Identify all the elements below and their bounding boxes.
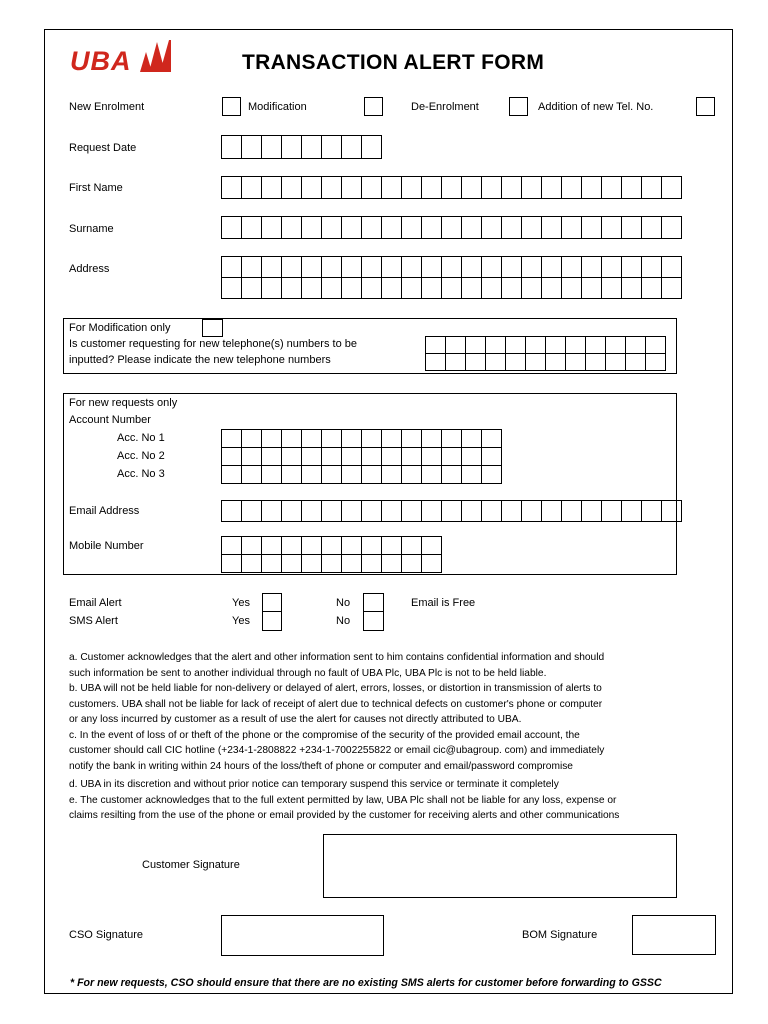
address-input[interactable] bbox=[221, 256, 682, 299]
acc-no-2-label: Acc. No 2 bbox=[117, 450, 165, 462]
first-name-label: First Name bbox=[69, 182, 123, 194]
bom-signature-label: BOM Signature bbox=[522, 929, 598, 941]
disclaimer-line: a. Customer acknowledges that the alert and other information sent to him contains confidential information and should bbox=[69, 652, 605, 663]
footer-note: * For new requests, CSO should ensure that there are no existing SMS alerts for customer before forwarding to GSSC bbox=[70, 977, 662, 989]
new-telephone-input[interactable] bbox=[425, 336, 666, 371]
disclaimer-line: such information be sent to another individual through no fault of UBA Plc, UBA Plc is not to be held liable. bbox=[69, 667, 547, 679]
email-alert-no-checkbox[interactable] bbox=[363, 593, 384, 612]
request-date-input[interactable] bbox=[221, 135, 382, 159]
disclaimer-line: claims resilting from the use of the phone or email provided by the customer for receiving alerts and other communications bbox=[69, 810, 620, 821]
email-address-label: Email Address bbox=[69, 505, 140, 517]
modification-heading: For Modification only bbox=[69, 322, 171, 334]
email-alert-yes-checkbox[interactable] bbox=[262, 593, 282, 612]
cso-signature-box[interactable] bbox=[221, 915, 384, 956]
uba-logo-icon bbox=[136, 38, 172, 74]
modification-checkbox[interactable] bbox=[364, 97, 383, 116]
request-date-label: Request Date bbox=[69, 142, 137, 154]
form-title: TRANSACTION ALERT FORM bbox=[242, 51, 545, 74]
acc-no-1-label: Acc. No 1 bbox=[117, 432, 165, 444]
disclaimer-line: c. In the event of loss of or theft of the phone or the compromise of the security of the provided email account, the bbox=[69, 729, 580, 741]
bom-signature-box[interactable] bbox=[632, 915, 716, 955]
modification-question-line2: inputted? Please indicate the new telephone numbers bbox=[69, 354, 331, 366]
disclaimer-line: customer should call CIC hotline (+234-1-2808822 +234-1-7002255822 or email cic@ubagroup. com) and immediately bbox=[69, 745, 605, 756]
email-free-note: Email is Free bbox=[411, 597, 476, 609]
disclaimer-line: notify the bank in writing within 24 hours of the loss/theft of phone or computer and email/password compromise bbox=[69, 760, 573, 772]
disclaimer-line: customers. UBA shall not be liable for lack of receipt of alert due to technical defects on customer's phone or computer bbox=[69, 698, 603, 710]
mobile-number-input[interactable] bbox=[221, 536, 442, 573]
disclaimer-line: d. UBA in its discretion and without prior notice can temporary suspend this service or terminate it completely bbox=[69, 779, 559, 790]
addition-tel-label: Addition of new Tel. No. bbox=[538, 101, 654, 113]
de-enrolment-checkbox[interactable] bbox=[509, 97, 528, 116]
sms-alert-label: SMS Alert bbox=[69, 615, 118, 627]
disclaimer-line: or any loss incurred by customer as a result of use the alert for causes not directly attributed to UBA. bbox=[69, 714, 522, 725]
account-number-input[interactable] bbox=[221, 429, 502, 484]
surname-label: Surname bbox=[69, 223, 114, 235]
addition-tel-checkbox[interactable] bbox=[696, 97, 715, 116]
sms-alert-no-checkbox[interactable] bbox=[363, 611, 384, 631]
disclaimer-line: b. UBA will not be held liable for non-delivery or delayed of alert, errors, losses, or distortion in transmission of alerts to bbox=[69, 683, 602, 694]
customer-signature-label: Customer Signature bbox=[142, 859, 240, 871]
email-alert-no-label: No bbox=[336, 597, 351, 609]
mobile-number-label: Mobile Number bbox=[69, 540, 144, 552]
email-address-input[interactable] bbox=[221, 500, 682, 522]
disclaimer-line: e. The customer acknowledges that to the full extent permitted by law, UBA Plc shall not be liable for any loss, expense or bbox=[69, 794, 617, 806]
modification-only-checkbox[interactable] bbox=[202, 319, 223, 337]
email-alert-yes-label: Yes bbox=[232, 597, 250, 609]
account-number-label: Account Number bbox=[69, 414, 151, 426]
address-label: Address bbox=[69, 263, 110, 275]
customer-signature-box[interactable] bbox=[323, 834, 677, 898]
new-enrolment-label: New Enrolment bbox=[69, 101, 145, 113]
uba-logo-text: UBA bbox=[70, 46, 132, 76]
sms-alert-yes-checkbox[interactable] bbox=[262, 611, 282, 631]
surname-input[interactable] bbox=[221, 216, 682, 239]
sms-alert-yes-label: Yes bbox=[232, 615, 250, 627]
first-name-input[interactable] bbox=[221, 176, 682, 199]
cso-signature-label: CSO Signature bbox=[69, 929, 143, 941]
email-alert-label: Email Alert bbox=[69, 597, 122, 609]
new-enrolment-checkbox[interactable] bbox=[222, 97, 241, 116]
disclaimer-text bbox=[69, 650, 709, 824]
new-requests-heading: For new requests only bbox=[69, 397, 178, 409]
modification-label: Modification bbox=[248, 101, 307, 113]
sms-alert-no-label: No bbox=[336, 615, 351, 627]
modification-question-line1: Is customer requesting for new telephone(s) numbers to be bbox=[69, 338, 357, 350]
de-enrolment-label: De-Enrolment bbox=[411, 101, 479, 113]
acc-no-3-label: Acc. No 3 bbox=[117, 468, 165, 480]
